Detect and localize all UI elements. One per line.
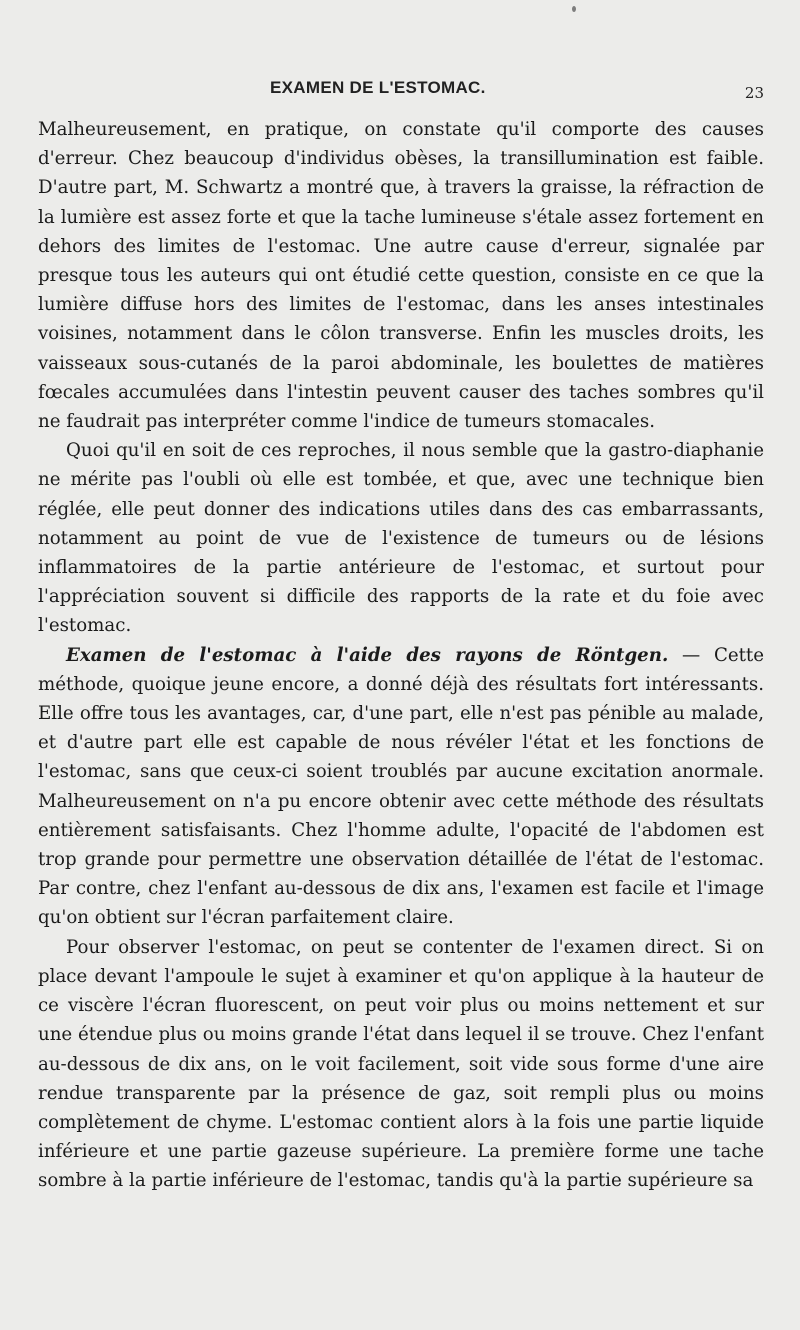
running-header: EXAMEN DE L'ESTOMAC. [270, 78, 486, 97]
paragraph-1: Malheureusement, en pratique, on constate qu'il comporte des causes d'erreur. Chez beaucoup d'individus obèses, la transillumination est faible. D'autre part, M. Schwartz a montré que, à travers la graisse, la réfraction de la lumière est assez forte et que la tache lumineuse s'étale assez fortement en dehors des limites de l'estomac. Une autre cause d'erreur, signalée par presque tous les auteurs qui ont étudié cette question, consiste en ce que la lumière diffuse hors des limites de l'estomac, dans les anses intestinales voisines, notamment dans le côlon transverse. Enfin les muscles droits, les vaisseaux sous-cutanés de la paroi abdominale, les boulettes de matières fœcales accumulées dans l'intestin peuvent causer des taches sombres qu'il ne faudrait pas interpréter comme l'indice de tumeurs stomacales. [38, 119, 764, 433]
paragraph-2: Quoi qu'il en soit de ces reproches, il nous semble que la gastro-diaphanie ne mérite pas l'oubli où elle est tombée, et que, avec une technique bien réglée, elle peut donner des indications utiles dans des cas embarrassants, notamment au point de vue de l'existence de tumeurs ou de lésions inflammatoires de la partie antérieure de l'estomac, et surtout pour l'appréciation souvent si difficile des rapports de la rate et du foie avec l'estomac. [38, 440, 764, 637]
body-text [38, 115, 764, 1196]
ink-speck [572, 6, 576, 12]
paragraph-3-text: — Cette méthode, quoique jeune encore, a donné déjà des résultats fort intéressants. Elle offre tous les avantages, car, d'une part, elle n'est pas pénible au malade, et d'autre part elle est capable de nous révéler l'état et les fonctions de l'estomac, sans que ceux-ci soient troublés par aucune excitation anormale. Malheureusement on n'a pu encore obtenir avec cette méthode des résultats entièrement satisfaisants. Chez l'homme adulte, l'opacité de l'abdomen est trop grande pour permettre une observation détaillée de l'état de l'estomac. Par contre, chez l'enfant au-dessous de dix ans, l'examen est facile et l'image qu'on obtient sur l'écran parfaitement claire. [38, 644, 765, 929]
paragraph-3 [38, 641, 764, 933]
page-number: 23 [744, 84, 764, 102]
paragraph-4: Pour observer l'estomac, on peut se contenter de l'examen direct. Si on place devant l'ampoule le sujet à examiner et qu'on applique à la hauteur de ce viscère l'écran fluorescent, on peut voir plus ou moins nettement et sur une étendue plus ou moins grande l'état dans lequel il se trouve. Chez l'enfant au-dessous de dix ans, on le voit facilement, soit vide sous forme d'une aire rendue transparente par la présence de gaz, soit rempli plus ou moins complètement de chyme. L'estomac contient alors à la fois une partie liquide inférieure et une partie gazeuse supérieure. La première forme une tache sombre à la partie inférieure de l'estomac, tandis qu'à la partie supérieure sa [38, 936, 764, 1192]
section-heading-rontgen: Examen de l'estomac à l'aide des rayons de Röntgen. [66, 644, 669, 666]
